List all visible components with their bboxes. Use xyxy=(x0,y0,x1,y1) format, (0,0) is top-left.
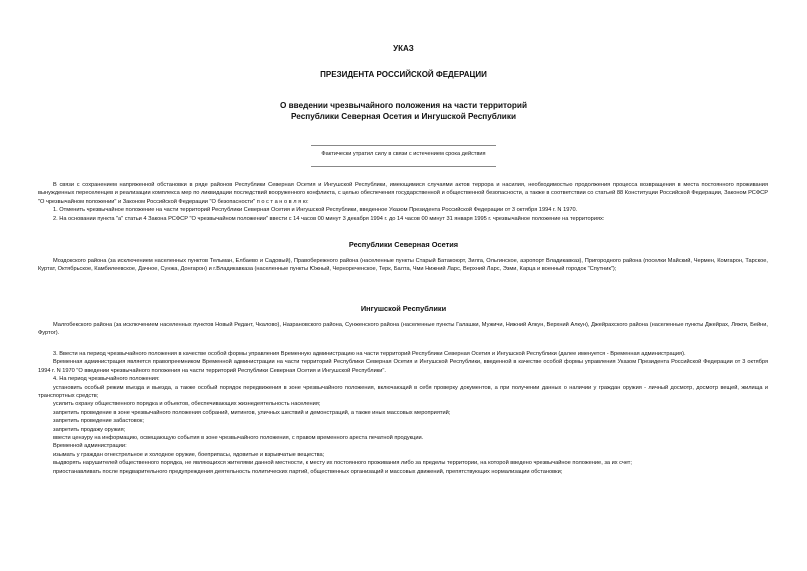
issuer-title: ПРЕЗИДЕНТА РОССИЙСКОЙ ФЕДЕРАЦИИ xyxy=(320,70,487,79)
paragraph-3-continued: Временная администрация является правопреемником Временной администрации на части территорий Республики Северная Осетия и Ингушской Республики, введенной в качестве особой формы управления Указом Президента Российской Федерации от 3 октября 1994 г. N 1970 "О введении чрезвычайного положения на части территорий Республики Северная Осетия и Ингушской Республики". xyxy=(38,359,768,374)
preamble-block xyxy=(38,181,768,223)
section-title-ingushetia: Ингушской Республики xyxy=(360,304,447,313)
paragraph-4: 4. На период чрезвычайного положения: xyxy=(53,376,160,383)
paragraph-north-ossetia: Моздокского района (за исключением населенных пунктов Тельман, Елбаево и Садовый), Правобережного района (населенные пункты Старый Батакоюрт, Зилга, Ольгинское, аэропорт Владикавказ), Пригородного района (поселки Майский, Чермен, Комгарон, Тарское, Куртат, Октябрьское, Камбилеевское, Дачное, Сунжа, Донгарон) и г.Владикавказа (населенные пункты Южный, Чернореченское, Терк, Балта, Чми Нижний Ларс, Верхний Ларс, Эзми, Карца и военный городок "Спутник"); xyxy=(38,258,768,273)
section-title-north-ossetia: Республики Северная Осетия xyxy=(348,240,459,249)
status-rule-bottom xyxy=(311,166,496,167)
paragraph-ingushetia: Малгобекского района (за исключением населенных пунктов Новый Редант, Чкалово), Назрановского района, Сунженского района (населенные пункты Галашки, Мужичи, Нижний Алкун, Верхний Алкун), Джейрахского района (населенные пункты Джейрах, Ляжги, Бейни, Фуртог). xyxy=(38,322,768,337)
status-note: Фактически утратил силу в связи с истечением срока действия xyxy=(321,151,486,157)
measure-ban-strikes: запретить проведение забастовок; xyxy=(53,418,144,425)
measure-ban-gatherings: запретить проведение в зоне чрезвычайного положения собраний, митингов, уличных шествий и демонстраций, а также иных массовых мероприятий; xyxy=(53,409,451,416)
section-north-ossetia xyxy=(38,257,768,274)
subject-line-2: Республики Северная Осетия и Ингушской Республики xyxy=(291,112,516,121)
decree-subject xyxy=(0,100,807,122)
paragraph-preamble: В связи с сохранением напряженной обстановки в ряде районов Республики Северная Осетия и Ингушской Республики, имеющимися случаями актов террора и насилия, необходимостью продолжения процесса возвращения в места постоянного проживания вынужденных переселенцев и реализации комплекса мер по ликвидации последствий вооруженного конфликта, с целью обеспечения государственной и общественной безопасности, а также в соответствии со статьей 88 Конституции Российской Федерации, Законом РСФСР "О чрезвычайном положении" и Законом Российской Федерации "О безопасности" п о с т а н о в л я ю: xyxy=(38,182,768,205)
measure-entry-regime: установить особый режим въезда и выезда, а также особый порядок передвижения в зоне чрезвычайного положения, включающий в себя проверку документов, а при получении данных о наличии у граждан оружия - личный досмотр, досмотр вещей, жилища и транспортных средств; xyxy=(38,384,768,400)
decree-title: УКАЗ xyxy=(393,44,414,53)
admin-suspend: приостанавливать после предварительного предупреждения деятельность политических партий, общественных организаций и массовых движений, препятствующих нормализации обстановки; xyxy=(53,468,563,475)
measure-ban-arms-sale: запретить продажу оружия; xyxy=(53,426,126,433)
status-rule-top xyxy=(311,145,496,146)
subject-line-1: О введении чрезвычайного положения на части территорий xyxy=(280,101,527,110)
admin-confiscate: изымать у граждан огнестрельное и холодное оружие, боеприпасы, ядовитые и взрывчатые вещества; xyxy=(53,451,325,458)
measure-censorship: ввести цензуру на информацию, освещающую события в зоне чрезвычайного положения, с правом временного ареста печатной продукции. xyxy=(53,435,424,442)
paragraph-3: 3. Ввести на период чрезвычайного положения в качестве особой формы управления Временную администрацию на части территорий Республики Северная Осетия и Ингушской Республики (далее именуется - Временная администрация). xyxy=(53,351,686,357)
admin-expel: выдворять нарушителей общественного порядка, не являющихся жителями данной местности, к месту их постоянного проживания либо за пределы территории, на которой введено чрезвычайное положение, за их счет; xyxy=(53,460,632,467)
section-ingushetia xyxy=(38,321,768,338)
measures-block xyxy=(38,350,768,476)
measure-protection: усилить охрану общественного порядка и объектов, обеспечивающих жизнедеятельность населения; xyxy=(53,401,321,408)
paragraph-2: 2. На основании пункта "а" статьи 4 Закона РСФСР "О чрезвычайном положении" ввести с 14 часов 00 минут 3 декабря 1994 г. до 14 часов 00 минут 31 января 1995 г. чрезвычайное положение на территориях: xyxy=(53,215,605,222)
paragraph-1: 1. Отменить чрезвычайное положение на части территорий Республики Северная Осетия и Ингушской Республики, введенное Указом Президента Российской Федерации от 3 октября 1994 г. N 1970. xyxy=(53,207,578,214)
admin-heading: Временной администрации: xyxy=(53,443,127,450)
